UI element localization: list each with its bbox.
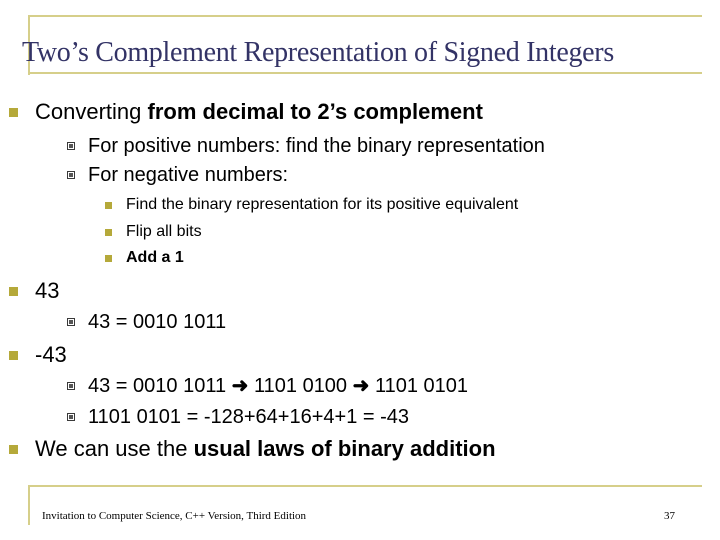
frame-top-line [28, 15, 702, 17]
square-bullet-icon [105, 255, 112, 262]
bullet-step3-text: Add a 1 [126, 249, 184, 266]
slide-title: Two’s Complement Representation of Signed Integers [22, 37, 614, 68]
bullet-step2-text: Flip all bits [126, 223, 202, 240]
bullet-ex2-text: -43 [35, 342, 67, 367]
bullet-negative-text: For negative numbers: [88, 164, 289, 186]
bullet-positive-text: For positive numbers: find the binary representation [88, 135, 545, 157]
ex2-step-c: 1101 0101 [374, 375, 469, 397]
square-bullet-icon [9, 445, 18, 454]
bullet-laws-text: We can use the usual laws of binary addition [35, 436, 496, 461]
footer-line [28, 485, 702, 487]
bullet-convert-text: Converting from decimal to 2’s complement [35, 99, 483, 124]
footer-text: Invitation to Computer Science, C++ Version, Third Edition [42, 510, 307, 522]
footer-left-line [28, 485, 30, 525]
ex2-step-a: 43 = 0010 1011 [88, 375, 227, 397]
square-bullet-icon [105, 202, 112, 209]
hollow-square-bullet-icon [67, 142, 75, 150]
hollow-square-bullet-icon [67, 413, 75, 421]
square-bullet-icon [9, 108, 18, 117]
bullet-ex1-detail-text: 43 = 0010 1011 [88, 311, 227, 333]
ex2-step-b: 1101 0100 [254, 375, 348, 397]
right-arrow-icon: ➜ [352, 375, 370, 397]
bullet-ex2-steps-text [88, 376, 468, 396]
square-bullet-icon [105, 229, 112, 236]
bullet-step1-text: Find the binary representation for its positive equivalent [126, 196, 519, 213]
square-bullet-icon [9, 287, 18, 296]
bullet-ex2-check-text: 1101 0101 = -128+64+16+4+1 = -43 [88, 406, 410, 428]
bullet-ex1-text: 43 [35, 278, 60, 303]
hollow-square-bullet-icon [67, 382, 75, 390]
title-underline [28, 72, 702, 74]
hollow-square-bullet-icon [67, 171, 75, 179]
right-arrow-icon: ➜ [231, 375, 249, 397]
hollow-square-bullet-icon [67, 318, 75, 326]
square-bullet-icon [9, 351, 18, 360]
page-number: 37 [664, 510, 675, 522]
